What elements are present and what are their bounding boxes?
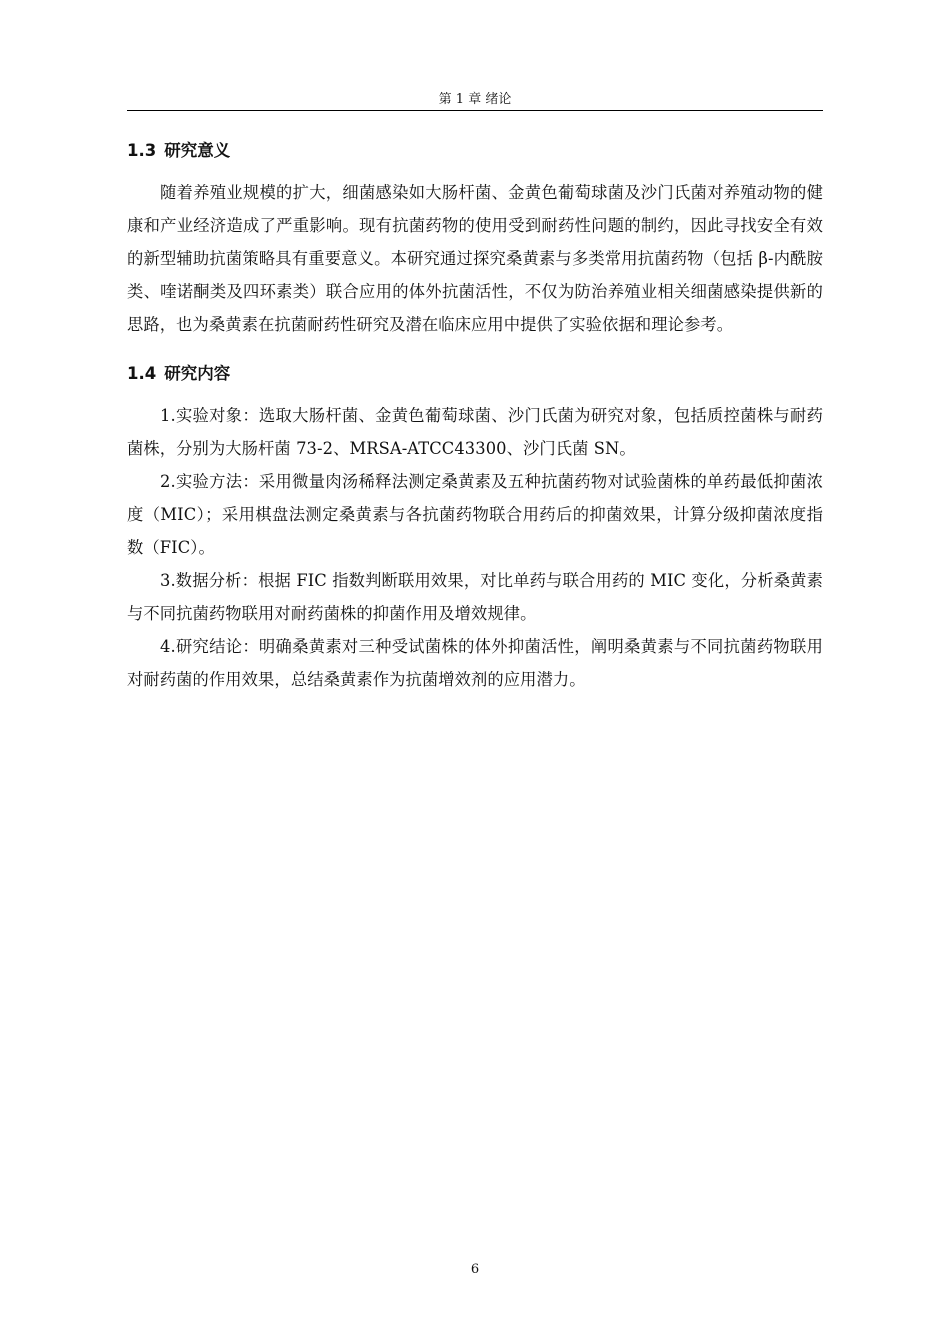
section-heading-1-4	[127, 361, 823, 387]
running-header: 第 1 章 绪论	[438, 92, 512, 107]
paragraph-significance: 随着养殖业规模的扩大，细菌感染如大肠杆菌、金黄色葡萄球菌及沙门氏菌对养殖动物的健康和产业经济造成了严重影响。现有抗菌药物的使用受到耐药性问题的制约，因此寻找安全有效的新型辅助抗菌策略具有重要意义。本研究通过探究桑黄素与多类常用抗菌药物（包括 β-内酰胺类、喹诺酮类及四环素类）联合应用的体外抗菌活性，不仅为防治养殖业相关细菌感染提供新的思路，也为桑黄素在抗菌耐药性研究及潜在临床应用中提供了实验依据和理论参考。	[127, 183, 823, 334]
paragraph-conclusions: 4.研究结论：明确桑黄素对三种受试菌株的体外抑菌活性，阐明桑黄素与不同抗菌药物联用对耐药菌的作用效果，总结桑黄素作为抗菌增效剂的应用潜力。	[127, 637, 823, 689]
header-rule	[127, 110, 823, 111]
page-body	[127, 128, 823, 696]
section-title: 研究内容	[164, 364, 231, 383]
section-title: 研究意义	[164, 141, 231, 160]
section-number: 1.3	[127, 141, 157, 160]
section-number: 1.4	[127, 364, 157, 383]
paragraph-analysis: 3.数据分析：根据 FIC 指数判断联用效果，对比单药与联合用药的 MIC 变化，分析桑黄素与不同抗菌药物联用对耐药菌株的抑菌作用及增效规律。	[127, 571, 823, 623]
section-gap	[127, 341, 823, 351]
page-number: 6	[470, 1262, 480, 1277]
paragraph-methods: 2.实验方法：采用微量肉汤稀释法测定桑黄素及五种抗菌药物对试验菌株的单药最低抑菌浓度（MIC）；采用棋盘法测定桑黄素与各抗菌药物联合用药后的抑菌效果，计算分级抑菌浓度指数（FIC）。	[127, 472, 823, 557]
section-heading-1-3	[127, 138, 823, 164]
paragraph-objects: 1.实验对象：选取大肠杆菌、金黄色葡萄球菌、沙门氏菌为研究对象，包括质控菌株与耐药菌株，分别为大肠杆菌 73-2、MRSA-ATCC43300、沙门氏菌 SN。	[127, 406, 823, 458]
